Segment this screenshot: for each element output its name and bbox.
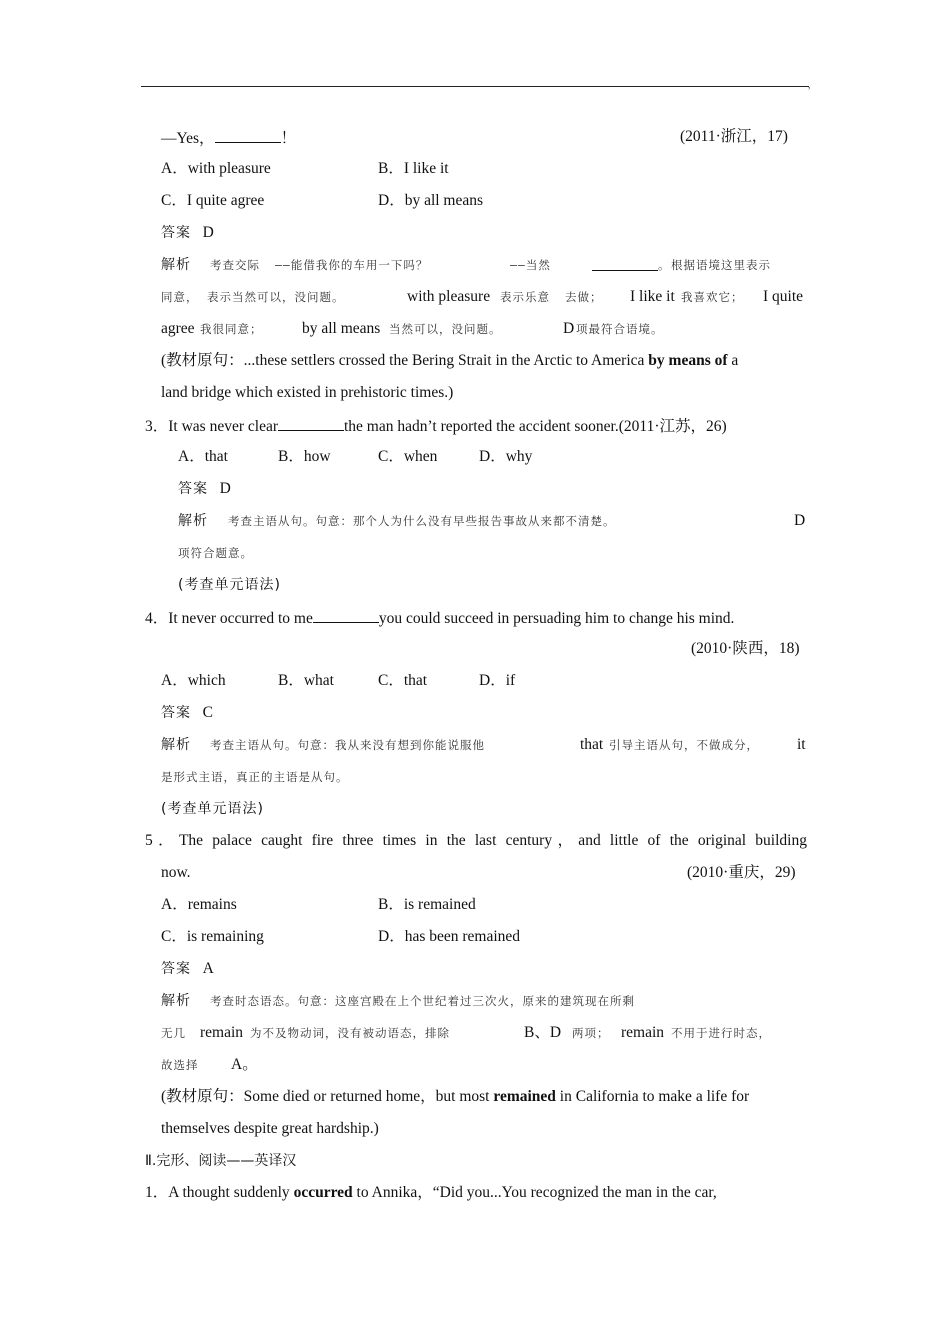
q3-option-b: B．how — [278, 448, 331, 465]
q4-analysis-text: that — [580, 736, 604, 753]
q4-option-c: C．that — [378, 672, 428, 689]
q5-option-a: A．remains — [161, 896, 237, 913]
q5-stem-2: now. — [161, 864, 191, 881]
q4-analysis-label: 解析 — [161, 737, 191, 753]
q4-stem: 4．It never occurred to me you could succeed in persuading him to change his mind. — [145, 606, 734, 630]
q5-source: (2010·重庆，29) — [687, 864, 796, 881]
header-mark: , — [808, 80, 811, 91]
q5-analysis-text: remain — [200, 1024, 244, 1041]
q2-analysis-blank — [592, 254, 658, 278]
q4-source: (2010·陕西，18) — [691, 640, 800, 657]
q2-source: (2011·浙江，17) — [680, 128, 788, 145]
q2-option-c: C．I quite agree — [161, 192, 265, 209]
q2-analysis-text: 当然可以，没问题。 — [389, 322, 502, 336]
q2-analysis-text: with pleasure — [407, 288, 491, 305]
passage-sentence-1: 1．A thought suddenly occurred to Annika，“Did you...You recognized the man in the car, — [145, 1184, 717, 1201]
q4-analysis-text: 考查主语从句。句意：我从来没有想到你能说服他 — [210, 738, 485, 752]
q3-analysis-text: D — [794, 512, 806, 529]
q2-analysis-text: by all means — [302, 320, 381, 337]
q2-analysis-text: agree — [161, 320, 195, 337]
q5-analysis-text: 无几 — [161, 1026, 186, 1040]
q5-option-d: D．has been remained — [378, 928, 521, 945]
q2-analysis-text: 表示乐意 — [500, 290, 550, 304]
q2-analysis-text: ——当然 — [510, 258, 551, 272]
q2-analysis-text: 我喜欢它； — [681, 290, 744, 304]
q3-analysis-text: 考查主语从句。句意：那个人为什么没有早些报告事故从来都不清楚。 — [228, 514, 616, 528]
q3-stem: 3．It was never clear the man hadn’t reported the accident sooner.(2011·江苏，26) — [145, 414, 727, 438]
answer-blank — [215, 126, 281, 143]
q2-analysis-line1: 解析 — [161, 257, 191, 273]
q4-option-d: D．if — [479, 672, 516, 689]
q5-analysis-text: 故选择 — [161, 1058, 199, 1072]
q5-answer: 答案 A — [161, 960, 214, 977]
q3-answer: 答案 D — [178, 480, 231, 497]
q5-analysis-label: 解析 — [161, 993, 191, 1009]
q2-analysis-text: 同意， — [161, 290, 199, 304]
q3-analysis-text: 项符合题意。 — [178, 546, 253, 560]
q4-analysis-text: it — [797, 736, 806, 753]
q3-analysis-label: 解析 — [178, 513, 208, 529]
q5-option-b: B．is remained — [378, 896, 476, 913]
q2-textbook-note: (教材原句：...these settlers crossed the Bering Strait in the Arctic to America by means of a — [161, 352, 739, 369]
q3-note: (考查单元语法) — [178, 577, 281, 593]
q2-analysis-text: 表示当然可以，没问题。 — [207, 290, 345, 304]
q2-stem: —Yes， ！ — [161, 126, 296, 150]
q2-answer: 答案 D — [161, 224, 214, 241]
answer-blank — [313, 606, 379, 623]
q2-option-d: D．by all means — [378, 192, 484, 209]
q3-option-a: A．that — [178, 448, 228, 465]
header-rule — [141, 86, 809, 87]
q5-option-c: C．is remaining — [161, 928, 264, 945]
q2-analysis-text: 考查交际 — [210, 258, 260, 272]
q5-analysis-text: A。 — [231, 1056, 258, 1073]
q5-analysis-text: B、D — [524, 1024, 562, 1041]
q5-textbook-note: (教材原句：Some died or returned home，but most remained in California to make a life for — [161, 1088, 750, 1105]
q4-option-a: A．which — [161, 672, 226, 689]
q3-option-d: D．why — [479, 448, 533, 465]
q2-textbook-note-2: land bridge which existed in prehistoric times.) — [161, 384, 454, 401]
q4-analysis-text: 引导主语从句，不做成分， — [609, 738, 759, 752]
q2-analysis-text: ——能借我你的车用一下吗？ — [275, 258, 429, 272]
q2-analysis-text: D — [563, 320, 575, 337]
q2-analysis-text: I quite — [763, 288, 804, 305]
q2-analysis-text: 我很同意； — [200, 322, 263, 336]
answer-blank — [278, 414, 344, 431]
q5-analysis-text: 考查时态语态。句意：这座宫殿在上个世纪着过三次火，原来的建筑现在所剩 — [210, 994, 635, 1008]
section-title: Ⅱ.完形、阅读——英译汉 — [145, 1153, 297, 1169]
q2-option-a: A．with pleasure — [161, 160, 271, 177]
q2-analysis-text: 。 — [658, 258, 671, 272]
q4-option-b: B．what — [278, 672, 334, 689]
q2-option-b: B．I like it — [378, 160, 449, 177]
q4-answer: 答案 C — [161, 704, 213, 721]
q2-analysis-text: 去做； — [565, 290, 603, 304]
q5-stem: 5．The palace caught fire three times in the last century，and little of the original building — [145, 832, 807, 849]
q3-option-c: C．when — [378, 448, 438, 465]
q5-analysis-text: 为不及物动词，没有被动语态，排除 — [250, 1026, 450, 1040]
q5-analysis-text: remain — [621, 1024, 665, 1041]
q2-analysis-text: 根据语境这里表示 — [671, 258, 771, 272]
q2-analysis-text: 项最符合语境。 — [576, 322, 664, 336]
q4-note: (考查单元语法) — [161, 801, 264, 817]
q5-textbook-note-2: themselves despite great hardship.) — [161, 1120, 379, 1137]
q5-analysis-text: 两项； — [572, 1026, 610, 1040]
q2-analysis-text: I like it — [630, 288, 675, 305]
q5-analysis-text: 不用于进行时态， — [671, 1026, 771, 1040]
answer-blank — [592, 254, 658, 271]
q4-analysis-text: 是形式主语，真正的主语是从句。 — [161, 770, 349, 784]
